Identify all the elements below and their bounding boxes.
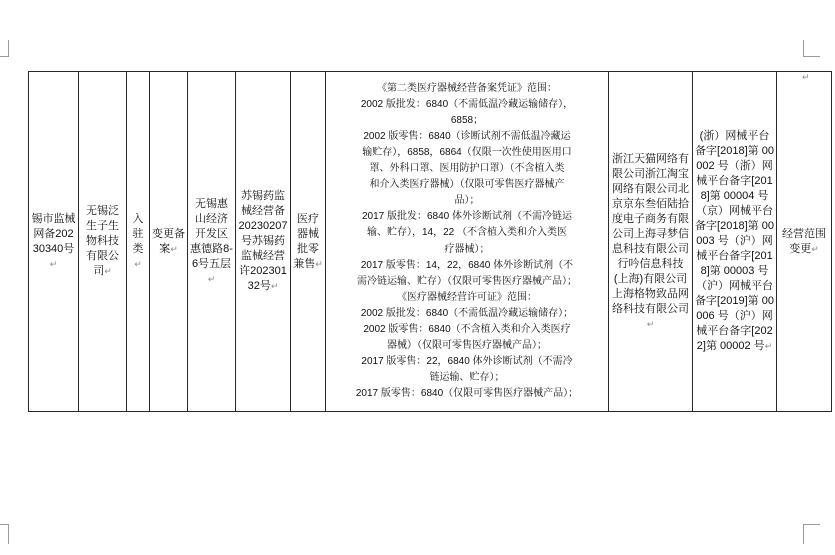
scope-line: 输、贮存），14，22 （不含植入类和介入类医 xyxy=(366,227,568,239)
company-name-cell: 无锡泛生子生物科技有限公司↵ xyxy=(79,72,127,412)
crop-mark-top-left-v xyxy=(8,40,9,57)
action-cell: 变更备案↵ xyxy=(150,72,188,412)
remark-cell: 经营范围变更↵ xyxy=(777,72,832,412)
scope-line: 罩、外科口罩、医用防护口罩）（不含植入类 xyxy=(369,163,565,175)
scope-line: 和介入类医疗器械）（仅限可零售医疗器械产 xyxy=(369,179,565,191)
crop-mark-bottom-left-v xyxy=(8,524,9,544)
scope-line: 2002 版零售：6840（不含植入类和介入类医疗 xyxy=(363,323,571,335)
scope-line: 2002 版批发：6840（不需低温冷藏运输储存）； xyxy=(360,307,574,319)
crop-mark-top-right-h xyxy=(803,56,820,57)
scope-line: 链运输、贮存）； xyxy=(429,372,505,384)
business-scope-cell xyxy=(326,72,609,412)
scope-line: 品）； xyxy=(454,195,480,207)
scope-line: 2002 版批发：6840（不需低温冷藏运输储存）， xyxy=(360,98,574,110)
scope-line: 2017 版零售：14，22，6840 体外诊断试剂（不 xyxy=(360,259,574,271)
scope-line: 2017 版零售：22，6840 体外诊断试剂（不需冷 xyxy=(361,356,573,368)
category-cell: 入驻类↵ xyxy=(127,72,150,412)
scope-line: 《医疗器械经营许可证》范围： xyxy=(397,291,537,303)
crop-mark-top-right-v xyxy=(803,40,804,57)
crop-mark-bottom-right-v xyxy=(803,524,804,544)
business-mode-cell: 医疗器械批零兼售↵ xyxy=(291,72,326,412)
platform-company-cell: 浙江天猫网络有限公司浙江淘宝网络有限公司北京京东叁佰陆拾度电子商务有限公司上海寻梦信息科技有限公司行吟信息科技(上海)有限公司 上海格物致品网络科技有限公司↵ xyxy=(609,72,693,412)
record-number-cell: 锡市监械网备20230340号↵ xyxy=(29,72,79,412)
crop-mark-bottom-right-h xyxy=(803,524,820,525)
crop-mark-bottom-left-h xyxy=(0,524,8,525)
scope-line: 6858； xyxy=(450,114,484,126)
scope-line: 器械）（仅限可零售医疗器械产品）； xyxy=(387,340,547,352)
row-end-mark: ↵ xyxy=(802,72,810,82)
scope-line: 2017 版批发：6840 体外诊断试剂（不需冷链运 xyxy=(361,211,573,223)
address-cell: 无锡惠山经济开发区惠德路8-6号五层↵ xyxy=(188,72,236,412)
registration-table xyxy=(28,71,832,412)
license-number-cell: 苏锡药监械经营备20230207号苏锡药监械经营许20230132号↵ xyxy=(236,72,291,412)
scope-line: 2002 版零售：6840（诊断试剂不需低温冷藏运 xyxy=(363,130,571,142)
scope-line: 《第二类医疗器械经营备案凭证》范围： xyxy=(377,82,557,94)
table-row xyxy=(29,72,832,412)
crop-mark-top-left-h xyxy=(0,56,8,57)
scope-line: 输贮存），6858，6864（仅限一次性使用医用口 xyxy=(362,146,572,158)
scope-line: 需冷链运输、贮存）（仅限可零售医疗器械产品）； xyxy=(357,275,577,287)
scope-line: 疗器械）； xyxy=(444,243,490,255)
platform-record-cell: (浙）网械平台备字[2018]第 00002 号（浙）网械平台备字[2018]第 00004 号（京）网械平台备字[2018]第 00003 号（沪）网械平台备字[2018]第 00003 号（沪）网械平台备字[2019]第 00006 号（沪）网械平台备字[2022]第 00002 号↵ xyxy=(693,72,777,412)
scope-line: 2017 版零售：6840（仅限可零售医疗器械产品）； xyxy=(355,388,579,400)
